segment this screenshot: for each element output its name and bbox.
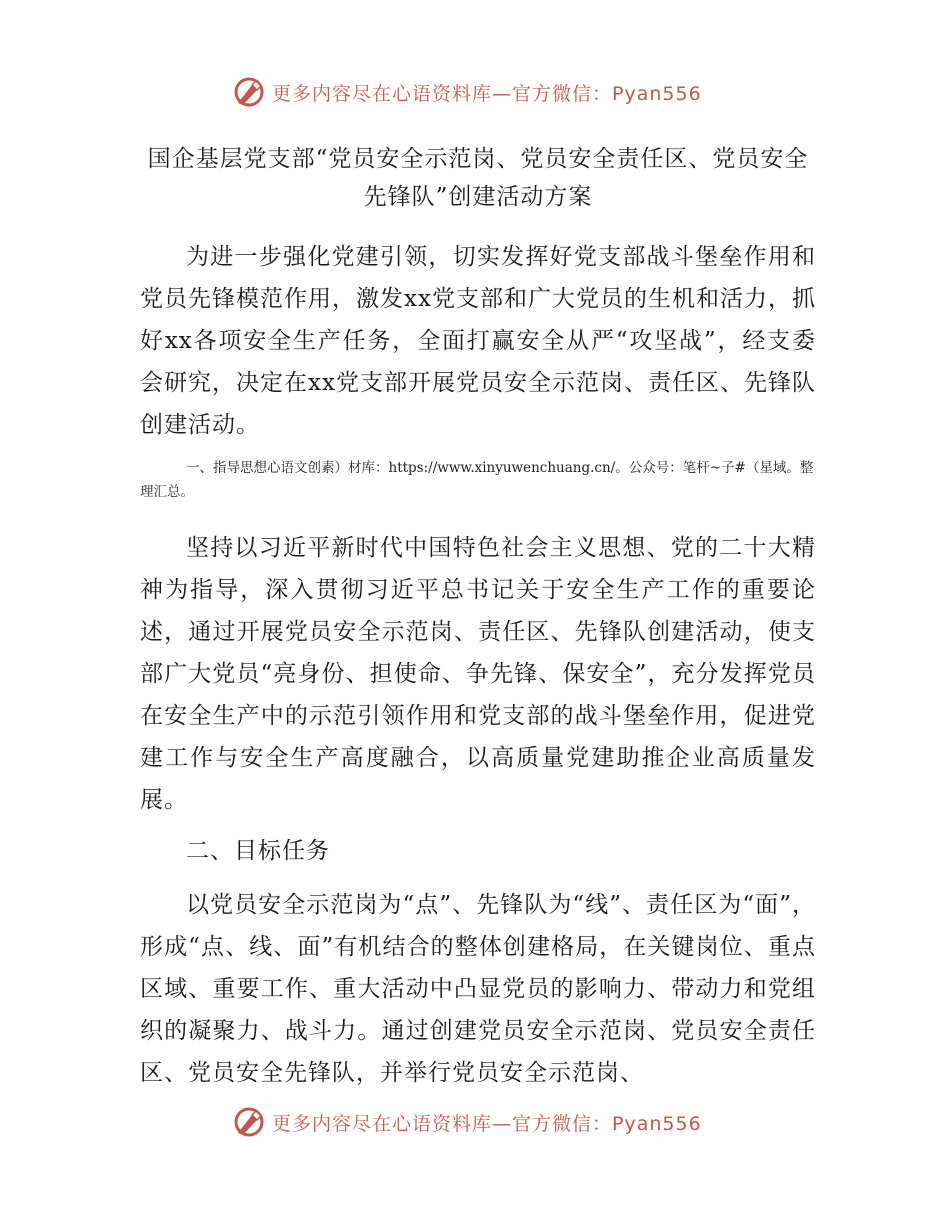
intro-paragraph: 为进一步强化党建引领，切实发挥好党支部战斗堡垒作用和党员先锋模范作用，激发xx党支部和广大党员的生机和活力，抓好xx各项安全生产任务，全面打赢安全从严“攻坚战”，经支委会研究，决定在xx党支部开展党员安全示范岗、责任区、先锋队创建活动。 <box>140 244 816 438</box>
section2-paragraph: 以党员安全示范岗为“点”、先锋队为“线”、责任区为“面”，形成“点、线、面”有机结合的整体创建格局，在关键岗位、重点区域、重要工作、重大活动中凸显党员的影响力、带动力和党组织的凝聚力、战斗力。通过创建党员安全示范岗、党员安全责任区、党员安全先锋队，并举行党员安全示范岗、 <box>140 892 816 1086</box>
section1-paragraph: 坚持以习近平新时代中国特色社会主义思想、党的二十大精神为指导，深入贯彻习近平总书记关于安全生产工作的重要论述，通过开展党员安全示范岗、责任区、先锋队创建活动，使支部广大党员“亮身份、担使命、争先锋、保安全”，充分发挥党员在安全生产中的示范引领作用和党支部的战斗堡垒作用，促进党建工作与安全生产高度融合，以高质量党建助推企业高质量发展。 <box>140 535 816 813</box>
footer-banner <box>232 1102 732 1142</box>
header-banner <box>232 72 732 112</box>
pen-nib-logo-icon <box>232 75 266 109</box>
document-title: 国企基层党支部“党员安全示范岗、党员安全责任区、党员安全先锋队”创建活动方案 <box>147 146 809 210</box>
banner-text: 更多内容尽在心语资料库—官方微信：Pyan556 <box>272 82 702 105</box>
section1-heading-note: 一、指导思想心语文创素）材库：https://www.xinyuwenchuang.cn/。公众号：笔杆~子#（星域。整理汇总。 <box>140 460 814 500</box>
section2-heading: 二、目标任务 <box>186 838 330 864</box>
pen-nib-logo-icon <box>232 1105 266 1139</box>
banner-text: 更多内容尽在心语资料库—官方微信：Pyan556 <box>272 1112 702 1135</box>
